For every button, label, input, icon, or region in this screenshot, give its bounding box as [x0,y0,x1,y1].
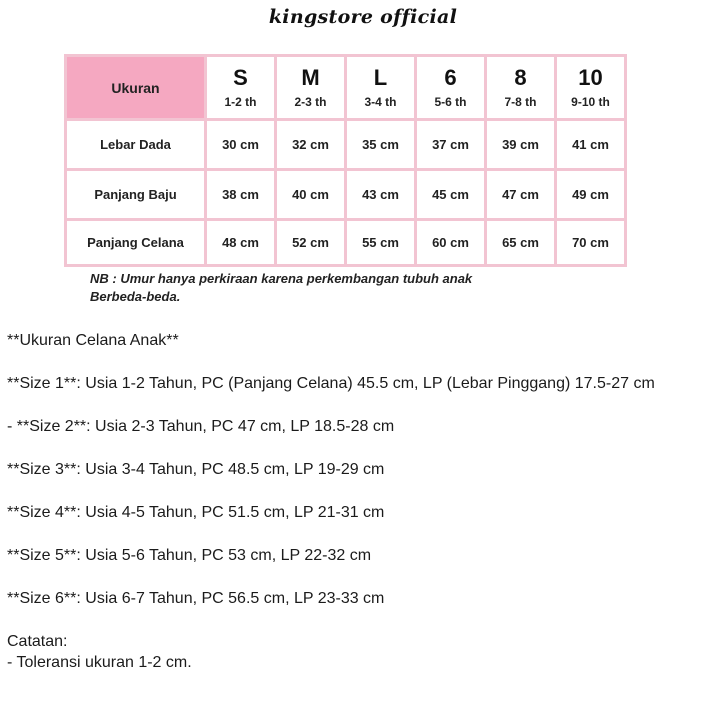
size-age: 1-2 th [224,94,257,109]
value-cell: 41 cm [556,120,626,170]
size-cell [486,56,556,120]
value-cell: 60 cm [416,220,486,266]
value-cell: 32 cm [276,120,346,170]
table-row [66,220,626,266]
size-letter: S [233,64,248,90]
size-6-line: **Size 6**: Usia 6-7 Tahun, PC 56.5 cm, LP 23-33 cm [7,590,385,607]
size-cell [346,56,416,120]
value-cell: 55 cm [346,220,416,266]
size-cell [556,56,626,120]
size-age: 7-8 th [504,94,537,109]
notes-title: Catatan: [7,633,68,650]
size-2-line: - **Size 2**: Usia 2-3 Tahun, PC 47 cm, LP 18.5-28 cm [7,418,395,435]
size-age: 9-10 th [571,94,610,109]
size-cell [416,56,486,120]
size-1-line: **Size 1**: Usia 1-2 Tahun, PC (Panjang Celana) 45.5 cm, LP (Lebar Pinggang) 17.5-27 cm [7,375,655,392]
value-cell: 39 cm [486,120,556,170]
row-label: Lebar Dada [66,120,206,170]
size-age: 2-3 th [294,94,327,109]
value-cell: 38 cm [206,170,276,220]
value-cell: 40 cm [276,170,346,220]
value-cell: 30 cm [206,120,276,170]
size-letter: 6 [444,64,457,90]
row-label: Panjang Baju [66,170,206,220]
value-cell: 37 cm [416,120,486,170]
row-label: Panjang Celana [66,220,206,266]
value-cell: 49 cm [556,170,626,220]
size-description [7,330,719,673]
value-cell: 43 cm [346,170,416,220]
size-cell [206,56,276,120]
notes-line: - Toleransi ukuran 1-2 cm. [7,654,192,671]
value-cell: 65 cm [486,220,556,266]
brand-title: kingstore official [268,6,458,28]
table-footnote [90,270,690,306]
header-label-cell: Ukuran [66,56,206,120]
value-cell: 52 cm [276,220,346,266]
size-4-line: **Size 4**: Usia 4-5 Tahun, PC 51.5 cm, LP 21-31 cm [7,504,385,521]
value-cell: 35 cm [346,120,416,170]
value-cell: 70 cm [556,220,626,266]
value-cell: 48 cm [206,220,276,266]
size-cell [276,56,346,120]
value-cell: 45 cm [416,170,486,220]
table-row [66,170,626,220]
footnote-line: Berbeda-beda. [90,289,181,304]
size-letter: 10 [578,64,603,90]
value-cell: 47 cm [486,170,556,220]
size-age: 3-4 th [364,94,397,109]
size-5-line: **Size 5**: Usia 5-6 Tahun, PC 53 cm, LP 22-32 cm [7,547,372,564]
size-letter: L [373,64,388,90]
size-letter: 8 [514,64,527,90]
size-header-row [66,56,626,120]
size-3-line: **Size 3**: Usia 3-4 Tahun, PC 48.5 cm, LP 19-29 cm [7,461,385,478]
size-letter: M [301,64,320,90]
table-row [66,120,626,170]
size-age: 5-6 th [434,94,467,109]
footnote-line: NB : Umur hanya perkiraan karena perkembangan tubuh anak [90,271,473,286]
section-heading: **Ukuran Celana Anak** [7,332,179,349]
size-chart-table [64,54,627,267]
